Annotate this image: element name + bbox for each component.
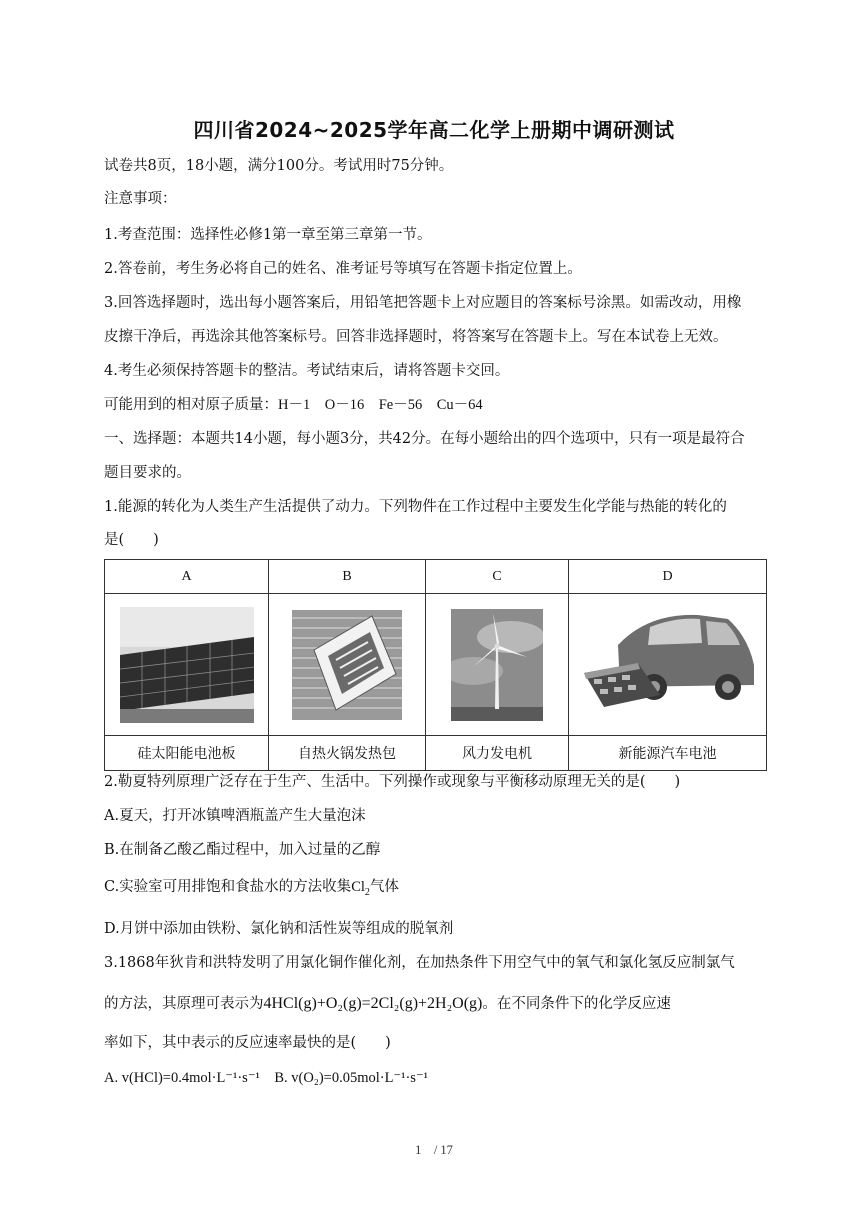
q3-stem-line1: 3.1868年狄肯和洪特发明了用氯化铜作催化剂，在加热条件下用空气中的氧气和氯化氢反应制氯气 [104,955,735,971]
heating-pack-image [292,610,402,720]
wind-turbine-image [451,609,543,721]
solar-panel-image [120,607,254,723]
notice-4: 4.考生必须保持答题卡的整洁。考试结束后，请将答题卡交回。 [104,363,510,379]
q2-option-d: D.月饼中添加由铁粉、氯化钠和活性炭等组成的脱氧剂 [104,921,454,937]
q1-stem-line2: 是( ) [104,532,159,548]
notice-3b: 皮擦干净后，再选涂其他答案标号。回答非选择题时，将答案写在答题卡上。写在本试卷上无效。 [104,329,728,345]
option-c-caption: 风力发电机 [426,736,569,771]
option-a-caption: 硅太阳能电池板 [105,736,269,771]
q2-stem: 2.勒夏特列原理广泛存在于生产、生活中。下列操作或现象与平衡移动原理无关的是( ) [104,774,681,790]
atomic-mass-label: 可能用到的相对原子质量： [104,397,278,413]
option-b-caption: 自热火锅发热包 [269,736,426,771]
q3-stem-line3: 率如下，其中表示的反应速率最快的是( ) [104,1035,391,1051]
q1-stem-line1: 1.能源的转化为人类生产生活提供了动力。下列物件在工作过程中主要发生化学能与热能的转化的 [104,499,727,515]
notice-2: 2.答卷前，考生务必将自己的姓名、准考证号等填写在答题卡指定位置上。 [104,261,582,277]
notice-3a: 3.回答选择题时，选出每小题答案后，用铅笔把答题卡上对应题目的答案标号涂黑。如需改动，用橡 [104,295,742,311]
q1-options-table [104,559,767,771]
option-c-header: C [426,560,569,594]
q2-option-c-suffix: 气体 [369,879,399,895]
atomic-mass-line [104,398,483,414]
option-a-header: A [105,560,269,594]
q3-stem-line2 [104,995,671,1013]
q3-equation: 4HCl(g)+O₂(g)=2Cl₂(g)+2H₂O(g) [263,995,483,1012]
section1-line2: 题目要求的。 [104,465,191,481]
option-d-caption: 新能源汽车电池 [569,736,767,771]
page-title: 四川省2024~2025学年高二化学上册期中调研测试 [193,118,675,142]
q2-option-a: A.夏天，打开冰镇啤酒瓶盖产生大量泡沫 [104,808,366,824]
option-b-header: B [269,560,426,594]
q2-option-c [104,880,399,898]
q2-option-c-formula: $Cl_2$ [351,879,370,898]
q3-options [104,1071,428,1087]
notice-header: 注意事项： [104,191,177,207]
page-number: 1 / 17 [415,1143,453,1157]
intro-text: 试卷共8页，18小题，满分100分。考试用时75分钟。 [104,158,454,174]
section1-line1: 一、选择题：本题共14小题，每小题3分，共42分。在每小题给出的四个选项中，只有一项是最符合 [104,431,745,447]
q3-option-a: A. v(HCl)=0.4mol·L⁻¹·s⁻¹ [104,1070,260,1086]
q3-line2-text: 的方法，其原理可表示为 [104,996,264,1012]
q3-line2-suffix: 。在不同条件下的化学反应速 [482,996,671,1012]
atomic-mass-values: H－1 O－16 Fe－56 Cu－64 [278,397,483,413]
notice-1: 1.考查范围：选择性必修1第一章至第三章第一节。 [104,227,432,243]
ev-battery-image [578,607,758,723]
q2-option-b: B.在制备乙酸乙酯过程中，加入过量的乙醇 [104,842,381,858]
q3-option-b: B. v(O₂)=0.05mol·L⁻¹·s⁻¹ [274,1070,428,1086]
q2-option-c-text: C.实验室可用排饱和食盐水的方法收集 [104,879,352,895]
option-d-header: D [569,560,767,594]
